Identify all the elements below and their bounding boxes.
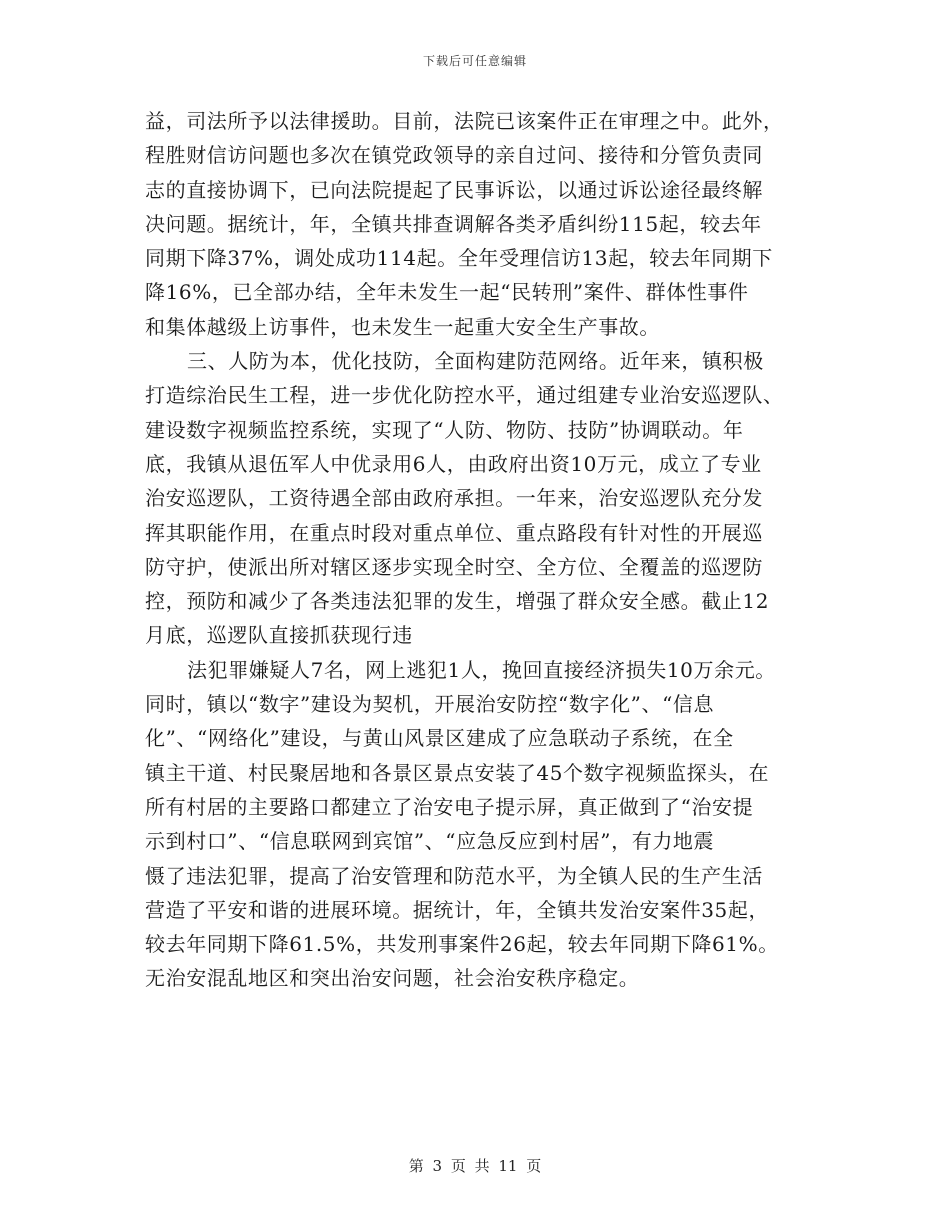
page-footer: 第 3 页 共 11 页 xyxy=(408,1157,542,1175)
text-line: 挥其职能作用，在重点时段对重点单位、重点路段有针对性的开展巡 xyxy=(145,520,763,545)
text-line: 志的直接协调下，已向法院提起了民事诉讼，以通过诉讼途径最终解 xyxy=(145,177,763,202)
text-line: 较去年同期下降61.5%，共发刑事案件26起，较去年同期下降61%。 xyxy=(145,932,779,957)
text-line: 无治安混乱地区和突出治安问题，社会治安秩序稳定。 xyxy=(145,966,640,991)
text-line: 打造综治民生工程，进一步优化防控水平，通过组建专业治安巡逻队、 xyxy=(145,383,784,408)
text-line: 防守护，使派出所对辖区逐步实现全时空、全方位、全覆盖的巡逻防 xyxy=(145,554,763,579)
text-line: 同时，镇以“数字”建设为契机，开展治安防控“数字化”、“信息 xyxy=(145,692,715,717)
text-line: 示到村口”、“信息联网到宾馆”、“应急反应到村居”，有力地震 xyxy=(145,829,715,854)
text-line: 同期下降37%，调处成功114起。全年受理信访13起，较去年同期下 xyxy=(145,246,773,271)
text-line: 营造了平安和谐的进展环境。据统计，年，全镇共发治安案件35起， xyxy=(145,897,770,922)
text-line: 和集体越级上访事件，也未发生一起重大安全生产事故。 xyxy=(145,314,660,339)
text-line: 法犯罪嫌疑人7名，网上逃犯1人，挽回直接经济损失10万余元。 xyxy=(187,657,776,682)
document-body xyxy=(145,104,807,996)
text-line: 镇主干道、村民聚居地和各景区景点安装了45个数字视频监探头，在 xyxy=(145,760,770,785)
text-line: 化”、“网络化”建设，与黄山风景区建成了应急联动子系统，在全 xyxy=(145,726,734,751)
text-line: 益，司法所予以法律援助。目前，法院已该案件正在审理之中。此外， xyxy=(145,109,784,133)
text-line: 所有村居的主要路口都建立了治安电子提示屏，真正做到了“治安提 xyxy=(145,794,754,819)
text-line: 降16%，已全部办结，全年未发生一起“民转刑”案件、群体性事件 xyxy=(145,280,749,305)
text-line: 决问题。据统计，年，全镇共排查调解各类矛盾纠纷115起，较去年 xyxy=(145,211,762,236)
text-line: 三、人防为本，优化技防，全面构建防范网络。近年来，镇积极 xyxy=(187,349,764,374)
text-line: 底，我镇从退伍军人中优录用6人，由政府出资10万元，成立了专业 xyxy=(145,451,762,476)
text-line: 治安巡逻队，工资待遇全部由政府承担。一年来，治安巡逻队充分发 xyxy=(145,486,763,511)
text-line: 慑了违法犯罪，提高了治安管理和防范水平，为全镇人民的生产生活 xyxy=(145,863,763,888)
text-line: 控，预防和减少了各类违法犯罪的发生，增强了群众安全感。截止12 xyxy=(145,589,770,614)
page-header: 下载后可任意编辑 xyxy=(422,54,527,68)
text-line: 建设数字视频监控系统，实现了“人防、物防、技防”协调联动。年 xyxy=(145,417,744,442)
text-line: 程胜财信访问题也多次在镇党政领导的亲自过问、接待和分管负责同 xyxy=(145,143,763,168)
text-line: 月底，巡逻队直接抓获现行违 xyxy=(145,623,413,648)
